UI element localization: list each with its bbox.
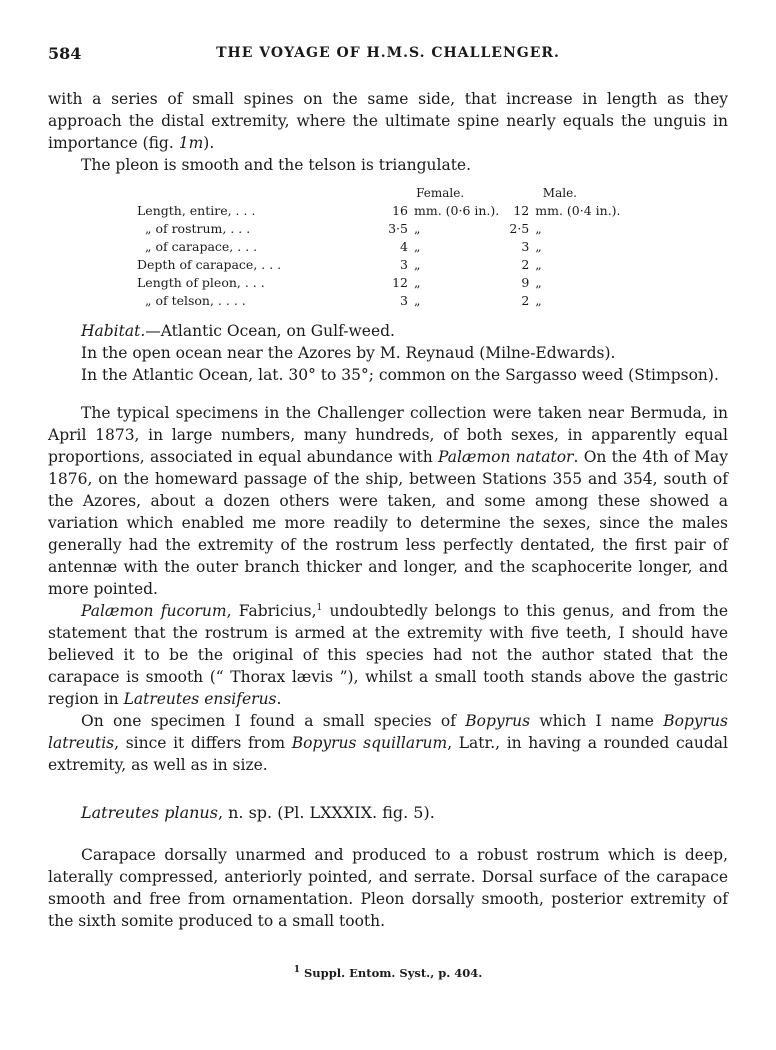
species-heading-name: Latreutes planus [81, 803, 218, 822]
intro-close: ). [203, 134, 215, 152]
running-title: THE VOYAGE OF H.M.S. CHALLENGER. [216, 45, 560, 61]
typical-specimens-paragraph [48, 402, 728, 600]
running-header [48, 44, 728, 66]
spacer [48, 824, 728, 844]
female-value: 3·5 [388, 221, 408, 236]
female-unit: „ [414, 221, 421, 236]
intro-text: with a series of small spines on the same side, that increase in length as they approach the distal extremity, where the ultimate spine nearly equals the unguis in importance (fig. [48, 90, 728, 152]
fucorum-paragraph [48, 600, 728, 710]
measurement-label: „ of carapace, . . . [145, 239, 258, 254]
female-value: 4 [400, 239, 408, 254]
male-value: 2 [521, 257, 530, 272]
footnote [0, 966, 776, 980]
female-value: 3 [400, 293, 408, 308]
measurement-label: Length, entire, . . . [137, 203, 256, 218]
measurement-row [137, 202, 621, 220]
species-heading [48, 802, 728, 824]
male-value: 12 [513, 203, 530, 218]
habitat-line [48, 320, 728, 342]
intro-paragraph [48, 88, 728, 154]
habitat-text: —Atlantic Ocean, on Gulf-weed. [145, 322, 395, 340]
male-unit: „ [535, 293, 542, 308]
paragraph-text: , Latr., in having a rounded caudal extremity, as well as in size. [48, 734, 728, 774]
carapace-description: Carapace dorsally unarmed and produced to a robust rostrum which is deep, laterally compressed, anteriorly pointed, and serrate. Dorsal surface of the carapace smooth and free from ornamentation. Pleon dorsally smooth, posterior extremity of the sixth somite produced to a small tooth. [48, 846, 728, 930]
footnote-text: Suppl. Entom. Syst., p. 404. [300, 966, 483, 980]
measurement-row [137, 256, 621, 274]
species-name: Latreutes ensiferus [123, 690, 277, 708]
male-unit: „ [535, 257, 542, 272]
female-value: 12 [392, 275, 408, 290]
measurement-label: „ of rostrum, . . . [145, 221, 251, 236]
female-unit: „ [414, 275, 421, 290]
species-heading-rest: , n. sp. (Pl. LXXXIX. fig. 5). [217, 803, 435, 822]
measurement-row [137, 292, 621, 310]
male-value: 2 [521, 293, 530, 308]
female-unit: „ [414, 257, 421, 272]
measurement-label: Length of pleon, . . . [137, 275, 265, 290]
paragraph-text: undoubtedly belongs to this genus, and from the statement that the rostrum is armed at the extremity with five teeth, I should have believed it to be the original of this species had not the author stated that the carapace is smooth (“ Thorax lævis ”), whilst a small tooth stands above the gastric region in [48, 602, 729, 708]
species-name: Bopyrus squillarum [291, 734, 448, 752]
footnote-number: 1 [293, 965, 300, 976]
female-unit: „ [414, 239, 421, 254]
female-value: 3 [400, 257, 408, 272]
habitat-azores: In the open ocean near the Azores by M. Reynaud (Milne-Edwards). [81, 344, 616, 362]
paragraph-text: On one specimen I found a small species of [81, 712, 466, 730]
paragraph-text: , Fabricius, [226, 602, 317, 620]
measurements-table [137, 184, 621, 310]
male-unit: „ [535, 239, 542, 254]
species-name: Bopyrus [465, 712, 531, 730]
measurement-row [137, 238, 621, 256]
spacer [48, 386, 728, 402]
pleon-sentence: The pleon is smooth and the telson is triangulate. [81, 156, 472, 174]
page-number: 584 [48, 44, 82, 63]
male-header: Male. [542, 186, 577, 200]
female-unit: mm. (0·6 in.). [414, 203, 500, 218]
spacer [48, 776, 728, 802]
bopyrus-paragraph [48, 710, 728, 776]
measurements-header-row [137, 184, 621, 202]
male-value: 9 [521, 275, 530, 290]
species-name: Palæmon fucorum [81, 602, 227, 620]
female-header: Female. [416, 186, 465, 200]
paragraph-text: The typical specimens in the Challenger collection were taken near Bermuda, in April 1873, in large numbers, many hundreds, of both sexes, in apparently equal proportions, associated in equal abundance with [48, 404, 728, 466]
male-unit: „ [535, 221, 542, 236]
male-value: 2·5 [509, 221, 530, 236]
female-value: 16 [392, 203, 408, 218]
species-name: Bopyrus latreutis [48, 712, 729, 752]
female-unit: „ [414, 293, 421, 308]
male-value: 3 [521, 239, 530, 254]
measurement-label: Depth of carapace, . . . [137, 257, 282, 272]
footnote-marker: 1 [316, 602, 323, 613]
paragraph-text: . [276, 690, 282, 708]
habitat-sargasso: In the Atlantic Ocean, lat. 30° to 35°; common on the Sargasso weed (Stimpson). [81, 366, 719, 384]
male-unit: „ [535, 275, 542, 290]
habitat-label: Habitat. [81, 322, 146, 340]
measurement-row [137, 274, 621, 292]
measurement-row [137, 220, 621, 238]
paragraph-text: , since it differs from [114, 734, 292, 752]
male-unit: mm. (0·4 in.). [535, 203, 621, 218]
paragraph-text: which I name [530, 712, 664, 730]
species-name: Palæmon natator [437, 448, 574, 466]
measurement-label: „ of telson, . . . . [145, 293, 246, 308]
figure-reference: 1m [178, 134, 204, 152]
paragraph-text: . On the 4th of May 1876, on the homeward passage of the ship, between Stations 355 and 354, south of the Azores, about a dozen others were taken, and some among these showed a variation which enabled me more readily to determine the sexes, since the males generally had the extremity of the rostrum less perfectly dentated, the first pair of antennæ with the outer branch thicker and longer, and the scaphocerite longer, and more pointed. [48, 448, 728, 598]
body-text [48, 88, 728, 932]
